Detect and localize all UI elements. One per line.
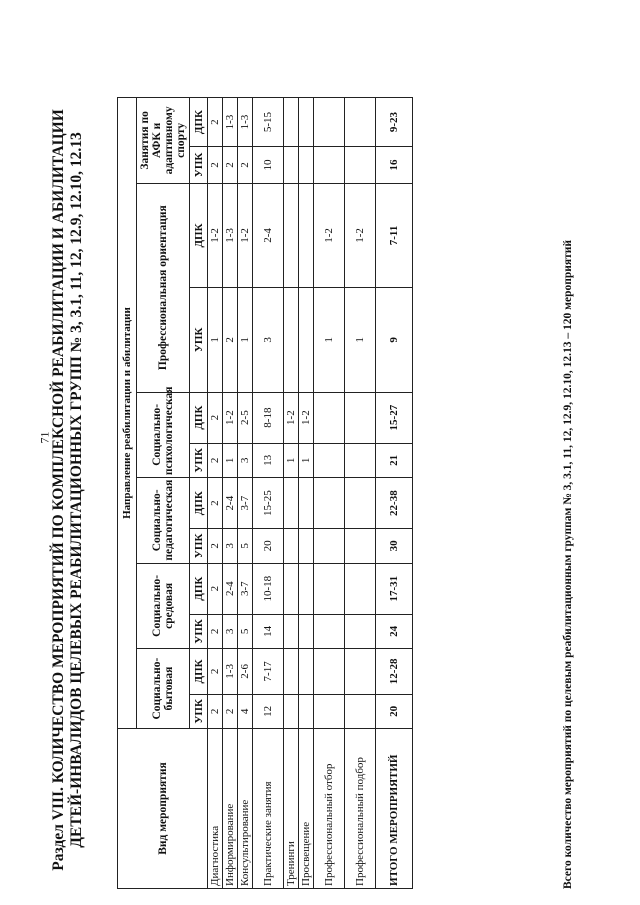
page-title bbox=[50, 85, 86, 895]
table-cell bbox=[299, 98, 314, 147]
table-cell bbox=[299, 694, 314, 728]
table-cell: 2 bbox=[208, 694, 223, 728]
table-cell bbox=[284, 183, 299, 287]
title-line-1: Раздел VIII. КОЛИЧЕСТВО МЕРОПРИЯТИЙ ПО КОМПЛЕКСНОЙ РЕАБИЛИТАЦИИ И АБИЛИТАЦИИ bbox=[50, 109, 67, 871]
table-cell: 1-2 bbox=[314, 183, 345, 287]
table-cell: 1-2 bbox=[299, 392, 314, 443]
table-cell: 1-2 bbox=[223, 392, 238, 443]
table-cell bbox=[284, 98, 299, 147]
table-cell: 13 bbox=[253, 443, 284, 477]
table-cell: 1-3 bbox=[238, 98, 253, 147]
table-cell bbox=[345, 98, 376, 147]
table-cell: 5 bbox=[238, 614, 253, 648]
subheader-dpk: ДПК bbox=[190, 392, 208, 443]
table-cell: 1-2 bbox=[208, 183, 223, 287]
table-cell bbox=[314, 98, 345, 147]
table-cell: 2 bbox=[208, 529, 223, 563]
row-name: Тренинги bbox=[284, 729, 299, 889]
table-cell bbox=[314, 443, 345, 477]
table-cell: 7-11 bbox=[376, 183, 413, 287]
table-cell bbox=[345, 614, 376, 648]
rotated-page-content bbox=[50, 85, 610, 895]
table-cell bbox=[284, 563, 299, 614]
table-cell: 5 bbox=[238, 529, 253, 563]
table-cell: 3 bbox=[223, 529, 238, 563]
table-cell bbox=[299, 649, 314, 695]
table-cell bbox=[284, 147, 299, 184]
header-group: Профессиональная ориентация bbox=[137, 183, 190, 392]
table-cell bbox=[284, 694, 299, 728]
subheader-dpk: ДПК bbox=[190, 98, 208, 147]
table-cell: 17-31 bbox=[376, 563, 413, 614]
table-cell: 22-38 bbox=[376, 478, 413, 529]
table-cell: 1 bbox=[314, 288, 345, 392]
table-cell bbox=[314, 694, 345, 728]
table-cell: 2 bbox=[208, 614, 223, 648]
table-cell: 20 bbox=[376, 694, 413, 728]
row-name: Информирование bbox=[223, 729, 238, 889]
table-cell bbox=[299, 478, 314, 529]
header-group: Социально-средовая bbox=[137, 563, 190, 649]
table-cell: 24 bbox=[376, 614, 413, 648]
table-cell bbox=[284, 649, 299, 695]
table-cell bbox=[314, 478, 345, 529]
table-cell: 1-3 bbox=[223, 649, 238, 695]
table-cell: 3 bbox=[238, 443, 253, 477]
table-cell: 2-4 bbox=[253, 183, 284, 287]
table-cell bbox=[284, 478, 299, 529]
table-row bbox=[284, 98, 299, 889]
table-cell bbox=[345, 478, 376, 529]
subheader-upk: УПК bbox=[190, 147, 208, 184]
table-cell bbox=[314, 147, 345, 184]
total-footnote: Всего количество мероприятий по целевым реабилитационным группам № 3, 3.1, 11, 12, 12.9, 12.10, 12.13 – 120 мероприятий bbox=[562, 239, 574, 889]
table-row bbox=[238, 98, 253, 889]
table-cell: 14 bbox=[253, 614, 284, 648]
table-cell bbox=[345, 649, 376, 695]
table-cell: 7-17 bbox=[253, 649, 284, 695]
table-cell: 2 bbox=[223, 147, 238, 184]
table-cell: 1-2 bbox=[284, 392, 299, 443]
table-row bbox=[299, 98, 314, 889]
row-name: Диагностика bbox=[208, 729, 223, 889]
table-cell bbox=[345, 147, 376, 184]
table-cell bbox=[345, 563, 376, 614]
table-cell: 4 bbox=[238, 694, 253, 728]
table-cell: 9-23 bbox=[376, 98, 413, 147]
table-cell: 2 bbox=[223, 288, 238, 392]
table-cell bbox=[299, 563, 314, 614]
table-cell: 2 bbox=[208, 147, 223, 184]
table-cell bbox=[299, 529, 314, 563]
title-line-2: ДЕТЕЙ-ИНВАЛИДОВ ЦЕЛЕВЫХ РЕАБИЛИТАЦИОННЫХ ГРУПП № 3, 3.1, 11, 12, 12.9, 12.10, 12.13 bbox=[68, 132, 85, 848]
table-cell bbox=[314, 529, 345, 563]
table-cell: 12 bbox=[253, 694, 284, 728]
table-cell: 2-5 bbox=[238, 392, 253, 443]
table-cell bbox=[284, 529, 299, 563]
row-name: Профессиональный отбор bbox=[314, 729, 345, 889]
subheader-dpk: ДПК bbox=[190, 649, 208, 695]
activities-table bbox=[117, 97, 413, 889]
table-cell: 12-28 bbox=[376, 649, 413, 695]
table-cell: 2 bbox=[238, 147, 253, 184]
table-cell: 3-7 bbox=[238, 563, 253, 614]
table-cell: 1-2 bbox=[238, 183, 253, 287]
table-body bbox=[208, 98, 413, 889]
header-group: Занятия по АФК и адаптивному спорту bbox=[137, 98, 190, 184]
header-group: Социально-бытовая bbox=[137, 649, 190, 729]
table-cell: 2-6 bbox=[238, 649, 253, 695]
header-direction: Направление реабилитации и абилитации bbox=[118, 98, 137, 729]
subheader-dpk: ДПК bbox=[190, 563, 208, 614]
table-cell: 1-3 bbox=[223, 183, 238, 287]
table-cell: 2-4 bbox=[223, 478, 238, 529]
table-cell: 16 bbox=[376, 147, 413, 184]
table-cell: 1 bbox=[208, 288, 223, 392]
table-cell bbox=[314, 563, 345, 614]
table-cell: 10-18 bbox=[253, 563, 284, 614]
subheader-upk: УПК bbox=[190, 694, 208, 728]
table-row bbox=[223, 98, 238, 889]
table-cell: 2 bbox=[208, 98, 223, 147]
table-cell: 1-2 bbox=[345, 183, 376, 287]
table-row bbox=[253, 98, 284, 889]
table-cell: 1 bbox=[284, 443, 299, 477]
subheader-upk: УПК bbox=[190, 614, 208, 648]
table-cell bbox=[345, 694, 376, 728]
table-cell bbox=[299, 183, 314, 287]
table-cell: 3 bbox=[223, 614, 238, 648]
page-number: 71 bbox=[37, 431, 52, 444]
table-cell bbox=[345, 443, 376, 477]
table-cell bbox=[345, 392, 376, 443]
subheader-upk: УПК bbox=[190, 529, 208, 563]
table-cell bbox=[314, 392, 345, 443]
table-cell bbox=[345, 529, 376, 563]
header-group: Социально-педагогическая bbox=[137, 478, 190, 564]
table-cell: 20 bbox=[253, 529, 284, 563]
subheader-upk: УПК bbox=[190, 288, 208, 392]
table-cell: 5-15 bbox=[253, 98, 284, 147]
header-activity-type: Вид мероприятия bbox=[118, 729, 208, 889]
table-row bbox=[208, 98, 223, 889]
subheader-upk: УПК bbox=[190, 443, 208, 477]
table-cell bbox=[314, 649, 345, 695]
table-cell: 10 bbox=[253, 147, 284, 184]
table-cell: 21 bbox=[376, 443, 413, 477]
table-cell bbox=[314, 614, 345, 648]
table-cell: 9 bbox=[376, 288, 413, 392]
row-name: Консультирование bbox=[238, 729, 253, 889]
table-cell: 15-27 bbox=[376, 392, 413, 443]
table-cell: 30 bbox=[376, 529, 413, 563]
row-name: Практические занятия bbox=[253, 729, 284, 889]
table-cell bbox=[299, 288, 314, 392]
row-name: Профессиональный подбор bbox=[345, 729, 376, 889]
table-cell bbox=[284, 614, 299, 648]
table-cell: 2 bbox=[208, 478, 223, 529]
table-cell: 2 bbox=[208, 649, 223, 695]
row-name: ИТОГО МЕРОПРИЯТИЙ bbox=[376, 729, 413, 889]
table-cell: 1 bbox=[345, 288, 376, 392]
table-cell bbox=[284, 288, 299, 392]
table-cell: 1 bbox=[238, 288, 253, 392]
table-cell: 2 bbox=[208, 443, 223, 477]
total-row bbox=[376, 98, 413, 889]
table-cell: 2 bbox=[208, 392, 223, 443]
table-row bbox=[345, 98, 376, 889]
table-cell: 2-4 bbox=[223, 563, 238, 614]
table-cell bbox=[299, 614, 314, 648]
table-row bbox=[314, 98, 345, 889]
subheader-dpk: ДПК bbox=[190, 183, 208, 287]
row-name: Просвещение bbox=[299, 729, 314, 889]
header-group: Социально-психологическая bbox=[137, 392, 190, 478]
table-cell: 3 bbox=[253, 288, 284, 392]
table-cell: 2 bbox=[223, 694, 238, 728]
table-cell: 2 bbox=[208, 563, 223, 614]
table-cell: 1-3 bbox=[223, 98, 238, 147]
table-cell: 1 bbox=[299, 443, 314, 477]
subheader-dpk: ДПК bbox=[190, 478, 208, 529]
table-cell: 15-25 bbox=[253, 478, 284, 529]
table-cell: 1 bbox=[223, 443, 238, 477]
table-cell: 3-7 bbox=[238, 478, 253, 529]
table-cell: 8-18 bbox=[253, 392, 284, 443]
table-cell bbox=[299, 147, 314, 184]
